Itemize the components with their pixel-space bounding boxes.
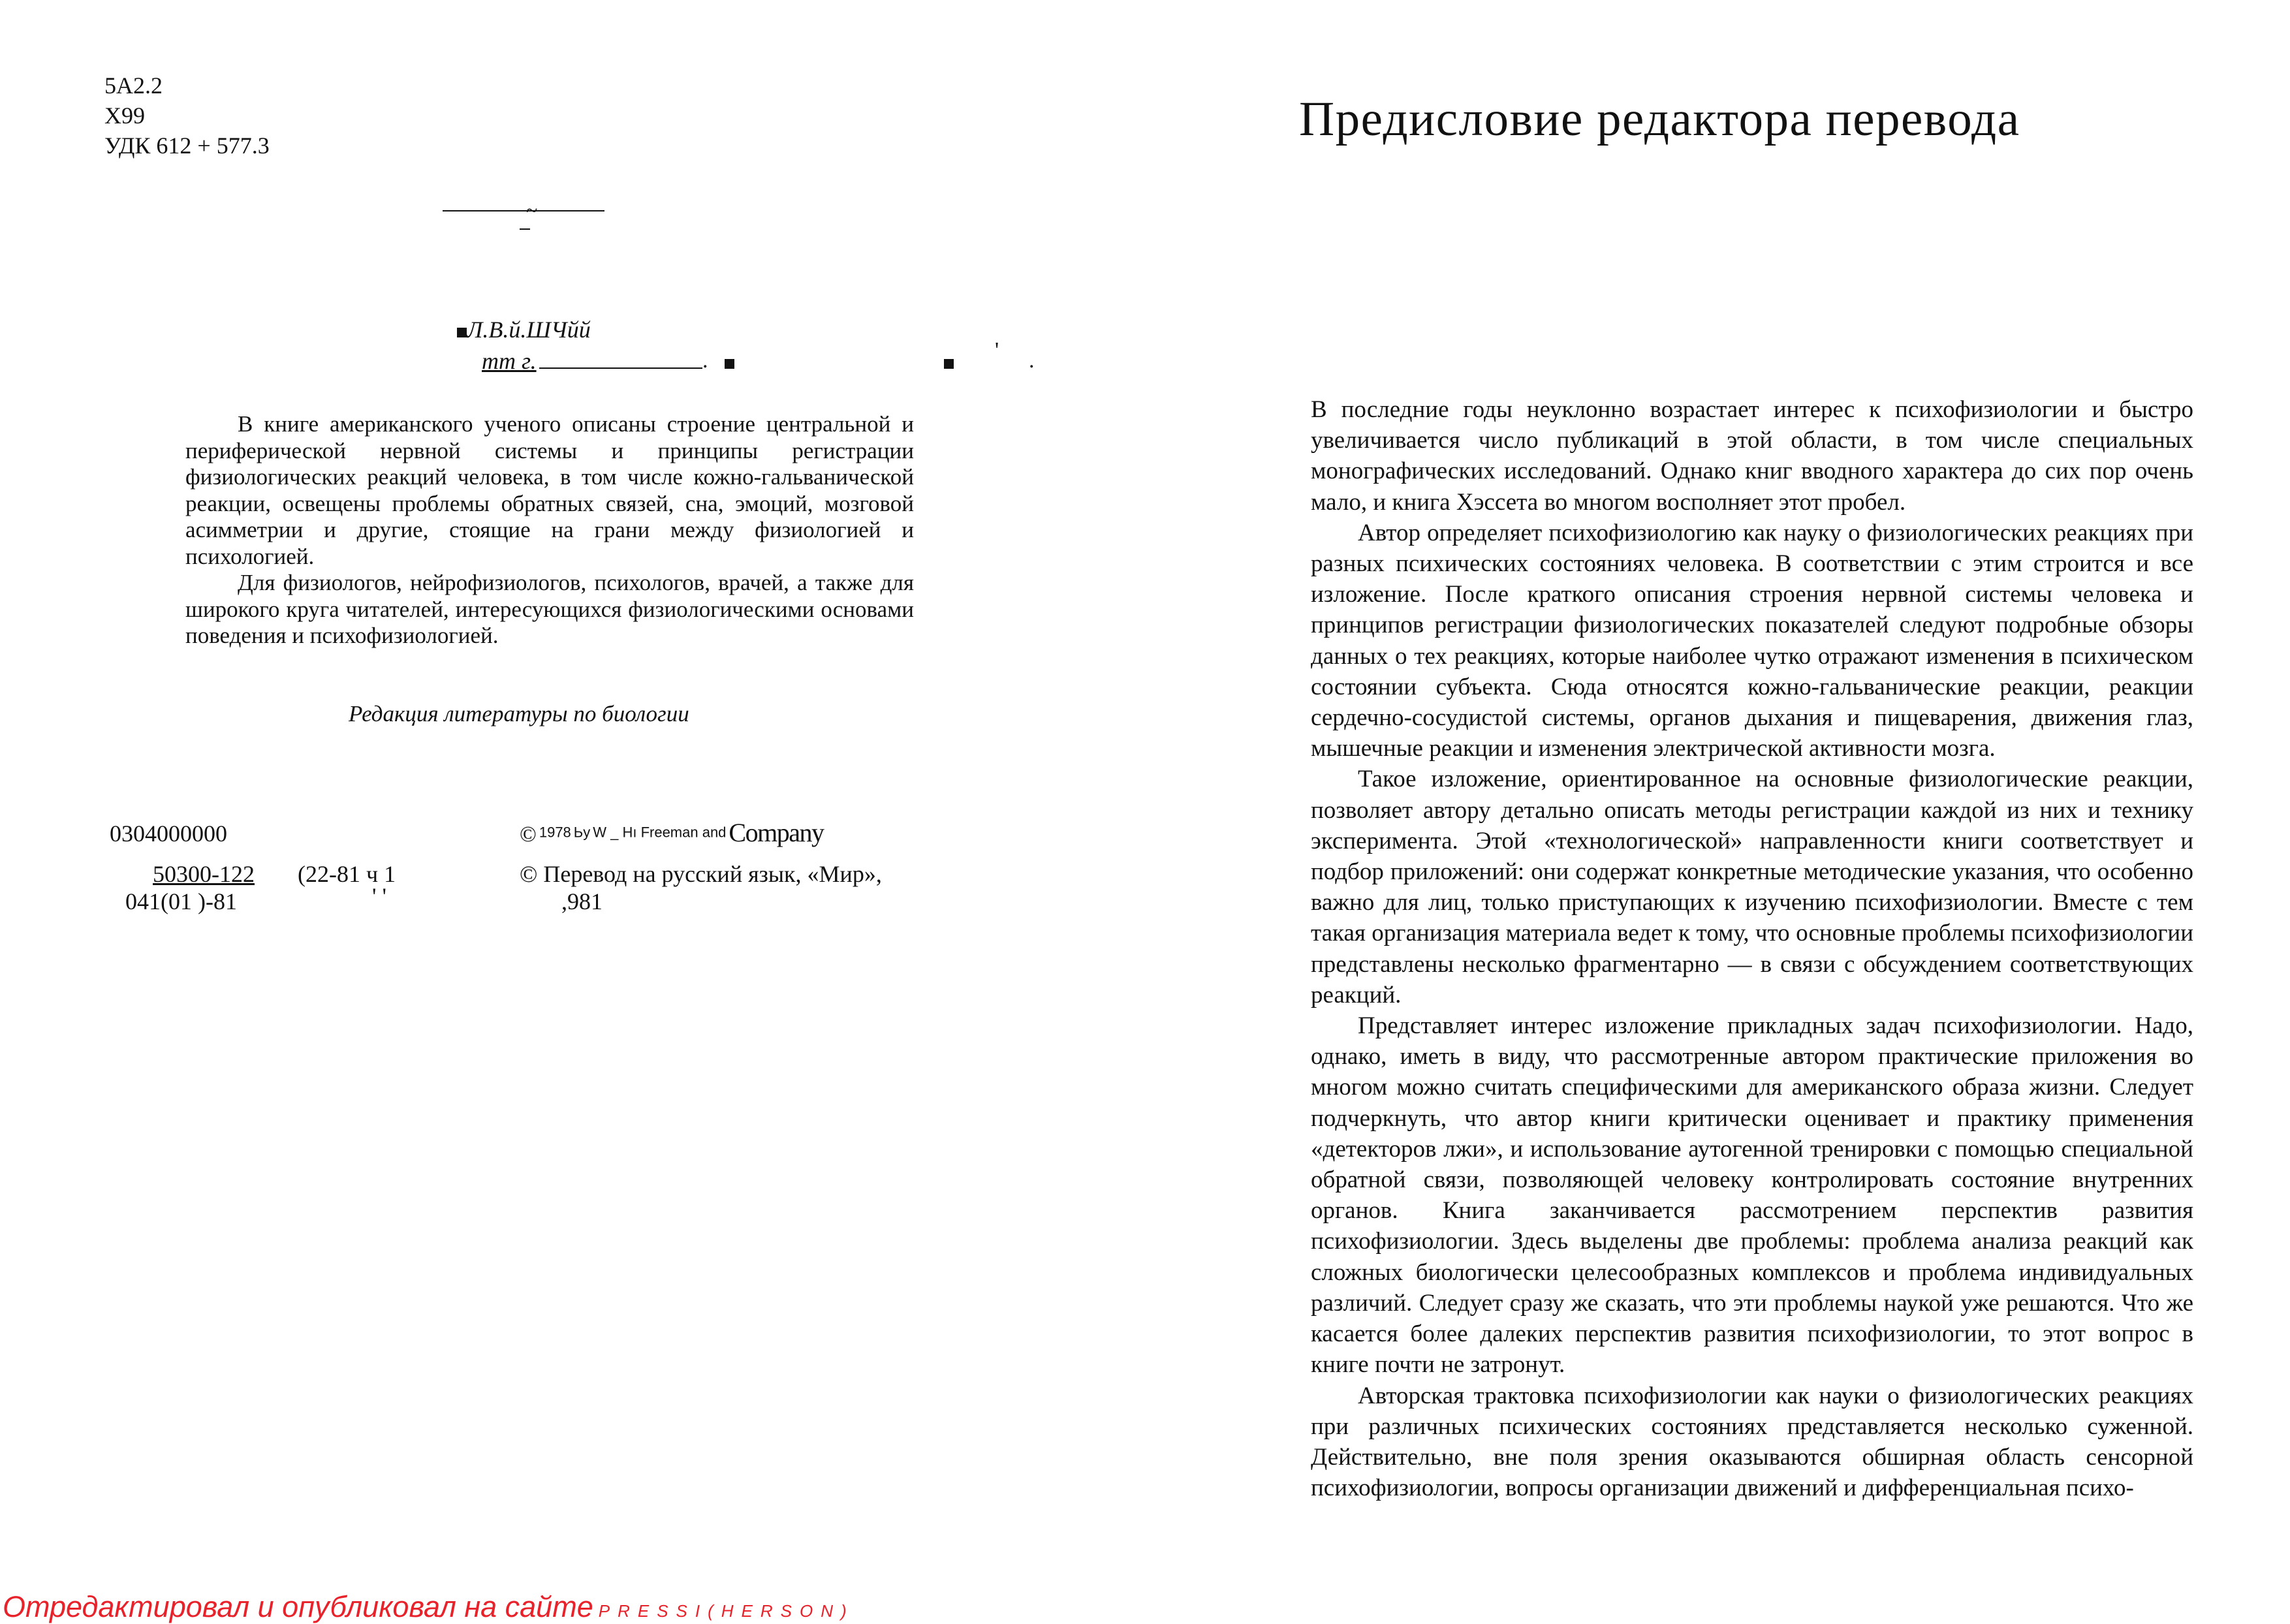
copyright-translation-year: ,981 <box>561 888 603 914</box>
annotation-paragraph: Для физиологов, нейрофизиологов, психологов, врачей, а также для широкого круга читателей, интересующихся физиологическими основами поведения и психофизиологией. <box>185 570 914 648</box>
udc-code: УДК 612 + 577.3 <box>104 133 270 159</box>
credit-text: Отредактировал и опубликовал на сайте <box>3 1590 593 1623</box>
catalog-marks: ' ' <box>372 883 386 909</box>
library-stamp-line2 <box>482 347 702 375</box>
catalog-code: 041(01 )-81 <box>125 888 237 914</box>
annotation-paragraph: В книге американского ученого описаны строение центральной и периферической нервной системы и принципы регистрации физиологических реакций человека, в том числе кожно-гальванической реакции, освещены проблемы обратных связей, сна, эмоций, мозговой асимметрии и другие, стоящие на грани между физиологией и психологией. <box>185 411 914 569</box>
rule-mark: ~ <box>526 198 538 222</box>
preface-body <box>1311 394 2193 1503</box>
classification-code: X99 <box>104 102 145 129</box>
copyright-translation: © Перевод на русский язык, «Мир», <box>520 861 882 887</box>
catalog-code: (22-81 ч 1 <box>298 861 396 887</box>
copyright-original <box>520 817 823 848</box>
site-credit <box>3 1590 855 1624</box>
preface-paragraph: Авторская трактовка психофизиологии как науки о физиологических реакциях при различных психических состояниях представляется несколько суженной. Действительно, вне поля зрения оказываются обширная область сенсорной психофизиологии, вопросы организации движений и дифференциальная психо- <box>1311 1382 2193 1502</box>
preface-paragraph: Такое изложение, ориентированное на основные физиологические реакции, позволяет автору детально описать методы регистрации каждой из них и технику эксперимента. Этой «технологической» направленности книги соответствует и подбор приложений: они содержат конкретные методические указания, что особенно важно для лиц, только приступающих к изучению психофизиологии. Вместе с тем такая организация материала ведет к тому, что основные проблемы психофизиологии представлены несколько фрагментарно — в связи с обсуждением соответствующих реакций. <box>1311 766 2193 1008</box>
page-title: Предисловие редактора перевода <box>1299 92 2020 146</box>
copyright-publisher: W _ Hı Freeman and <box>593 824 727 841</box>
library-stamp-line1 <box>457 316 591 343</box>
rule-underscore <box>520 228 530 230</box>
square-bullet-icon <box>725 359 734 372</box>
stamp-text: тт г. <box>482 348 537 374</box>
stamp-text: Л.В.й.ШЧйй <box>467 317 591 343</box>
preface-paragraph: В последние годы неуклонно возрастает интерес к психофизиологии и быстро увеличивается число публикаций в этой области, в том числе специальных монографических исследований. Однако книг вводного характера до сих пор очень мало, и книга Хэссета во многом восполняет этот пробел. <box>1311 396 2193 516</box>
preface-paragraph: Автор определяет психофизиологию как науку о физиологических реакциях при разных психических состояниях человека. В соответствии с этим строится и все изложение. После краткого описания строения нервной системы человека и принципов регистрации физиологических показателей следуют подробные обзоры данных о тех реакциях, которые наиболее чутко отражают изменения в психическом состоянии субъекта. Сюда относятся кожно-гальванические реакции, реакции сердечно-сосудистой системы, органов дыхания и пищеварения, движения глаз, мышечные реакции и изменения электрической активности мозга. <box>1311 519 2193 762</box>
preface-paragraph: Представляет интерес изложение прикладных задач психофизиологии. Надо, однако, иметь в виду, что рассмотренные автором практические приложения во многом можно считать специфическими для американского образа жизни. Следует подчеркнуть, что автор книги критически оценивает и практику применения «детекторов лжи», и использование аутогенной тренировки с помощью специальной обратной связи, позволяющей человеку контролировать состояние внутренних органов. Книга заканчивается рассмотрением перспектив развития психофизиологии. Здесь выделены две проблемы: проблема анализа реакций как сложных биологически целесообразных комплексов и проблема индивидуальных различий. Следует сразу же сказать, что эти проблемы наукой уже решаются. Что же касается более далеких перспектив развития психофизиологии, то этот вопрос в книге почти не затронут. <box>1311 1012 2193 1379</box>
stamp-dot: . <box>1029 349 1035 373</box>
copyright-company: Company <box>729 818 824 847</box>
stamp-dot: . <box>702 349 708 373</box>
site-name: PRESSI(HERSON) <box>598 1601 855 1621</box>
catalog-code: 50300-122 <box>153 861 255 887</box>
copyright-icon: © <box>520 822 537 847</box>
classification-code: 5A2.2 <box>104 72 163 99</box>
book-annotation <box>185 411 914 649</box>
square-bullet-icon <box>457 328 467 337</box>
square-bullet-icon <box>944 359 954 372</box>
right-page <box>1145 0 2290 1619</box>
classification-block <box>104 70 270 161</box>
stamp-fill-line <box>539 367 702 369</box>
catalog-code: 0304000000 <box>110 820 227 847</box>
copyright-year: 1978 <box>539 824 571 841</box>
stamp-quote: ' <box>995 338 999 362</box>
separator-rule <box>443 210 604 211</box>
copyright-by: Ьу <box>573 824 591 841</box>
left-page <box>0 0 1145 1623</box>
edition-office: Редакция литературы по биологии <box>349 701 689 726</box>
